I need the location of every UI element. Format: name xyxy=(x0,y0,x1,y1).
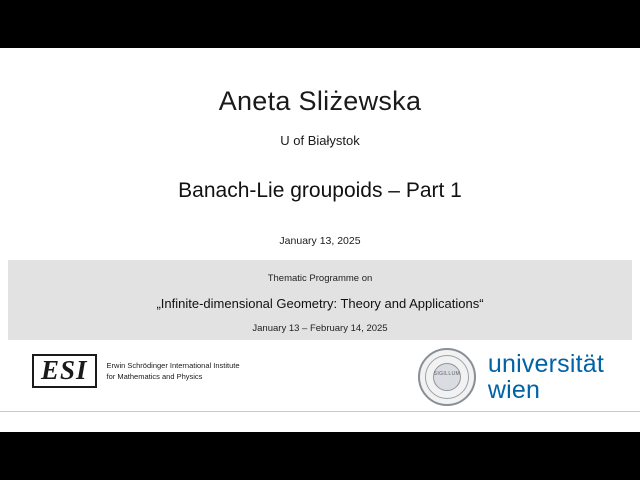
esi-logo xyxy=(32,354,240,388)
esi-fullname-line2: for Mathematics and Physics xyxy=(106,372,203,381)
university-seal-icon xyxy=(418,348,476,406)
title-block xyxy=(0,48,640,247)
university-wordmark-line2: wien xyxy=(487,375,541,404)
talk-title: Banach-Lie groupoids – Part 1 xyxy=(178,179,462,202)
programme-title: „Infinite-dimensional Geometry: Theory and Applications“ xyxy=(156,296,484,311)
presentation-slide xyxy=(0,48,640,432)
university-wordmark-line1: universität xyxy=(487,349,604,378)
talk-date: January 13, 2025 xyxy=(279,235,361,247)
esi-fullname-line1: Erwin Schrödinger International Institute xyxy=(106,360,240,370)
programme-banner xyxy=(8,260,632,340)
footer-divider xyxy=(0,411,640,412)
university-wordmark xyxy=(487,349,604,404)
logo-row xyxy=(0,348,640,408)
seal-inner-disc xyxy=(433,363,461,391)
esi-fullname xyxy=(107,360,240,383)
speaker-name: Aneta Sliżewska xyxy=(218,86,422,116)
seal-text: SIGILLUM xyxy=(433,371,461,377)
esi-acronym: ESI xyxy=(32,354,97,388)
speaker-affiliation: U of Białystok xyxy=(280,133,360,148)
university-of-vienna-logo xyxy=(418,348,604,406)
programme-dates: January 13 – February 14, 2025 xyxy=(252,323,388,334)
programme-prefix: Thematic Programme on xyxy=(267,273,373,284)
